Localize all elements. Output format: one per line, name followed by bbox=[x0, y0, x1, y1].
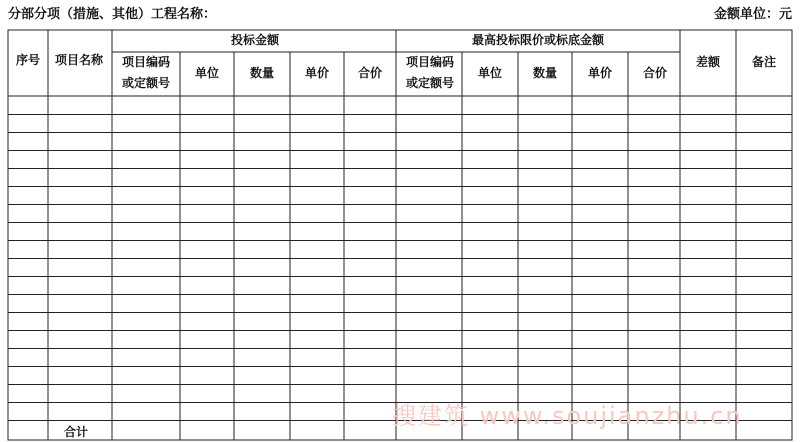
max-code-line1: 项目编码 bbox=[405, 55, 455, 69]
watermark: 搜建筑 www.soujianzhu.cn bbox=[392, 402, 743, 430]
header-max-bid-limit: 最高投标限价或标底金额 bbox=[471, 33, 605, 47]
max-unit: 单位 bbox=[477, 66, 503, 80]
table-grid bbox=[8, 30, 792, 440]
sum-label: 合计 bbox=[63, 425, 89, 439]
bid-code-line1: 项目编码 bbox=[121, 55, 171, 69]
header-item-name: 项目名称 bbox=[54, 53, 104, 67]
header-bid-amount: 投标金额 bbox=[230, 33, 280, 47]
header-remarks: 备注 bbox=[751, 55, 777, 69]
header-difference: 差额 bbox=[695, 55, 721, 69]
amount-unit-label: 金额单位：元 bbox=[713, 7, 792, 22]
bid-code-line2: 或定额号 bbox=[121, 76, 171, 90]
header-seq: 序号 bbox=[15, 53, 41, 67]
project-name-label: 分部分项（措施、其他）工程名称： bbox=[8, 7, 217, 22]
max-code-line2: 或定额号 bbox=[405, 76, 455, 90]
bid-qty: 数量 bbox=[249, 66, 275, 80]
max-qty: 数量 bbox=[532, 66, 558, 80]
table-border bbox=[8, 30, 792, 440]
bid-unit: 单位 bbox=[194, 66, 220, 80]
max-price: 单价 bbox=[587, 66, 613, 80]
max-total: 合价 bbox=[642, 66, 668, 80]
bid-price: 单价 bbox=[304, 66, 330, 80]
bid-total: 合价 bbox=[357, 66, 383, 80]
